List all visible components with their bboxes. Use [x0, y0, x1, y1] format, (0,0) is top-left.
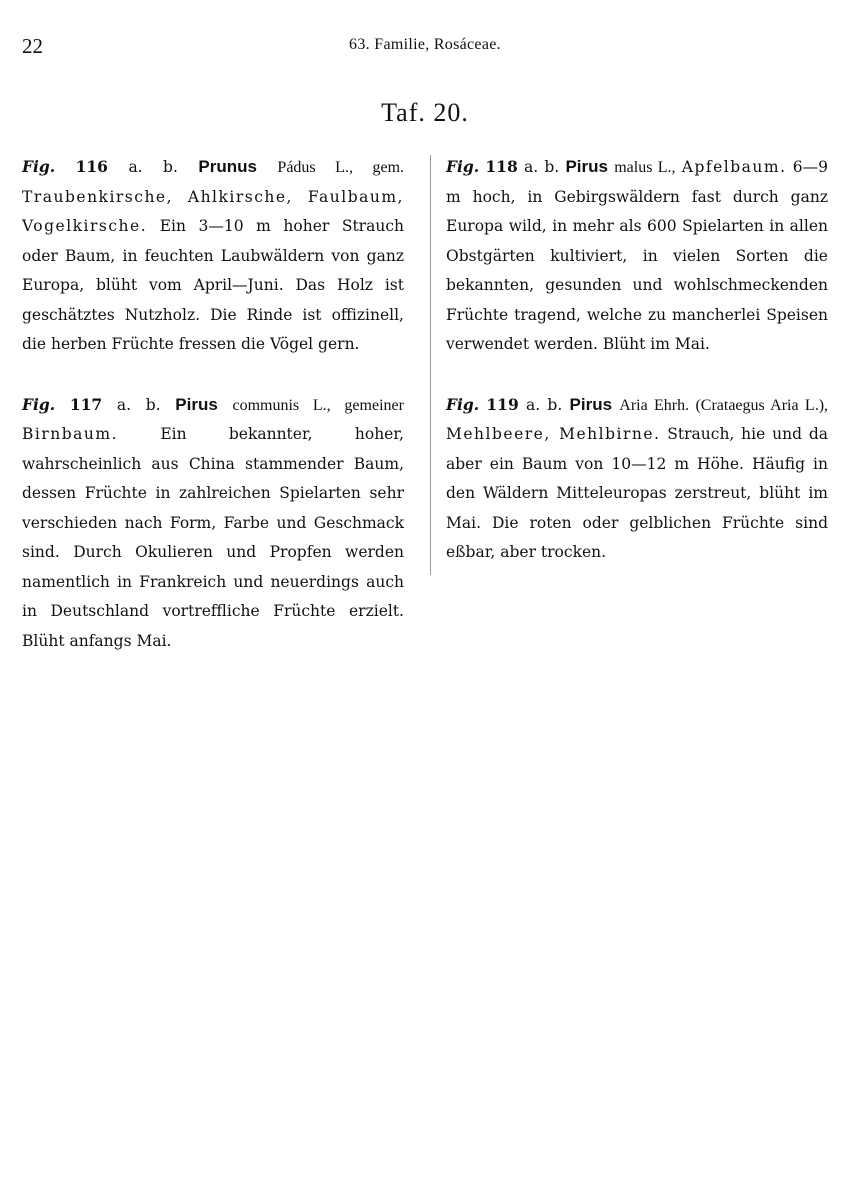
vernacular-names: Mehlbeere, Mehlbirne.	[446, 425, 661, 443]
genus-name: Pirus	[569, 394, 613, 414]
entry-fig-118	[446, 152, 828, 360]
fig-label: Fig.	[446, 394, 480, 414]
genus-name: Pirus	[565, 157, 608, 176]
right-column	[446, 152, 828, 598]
vernacular-names: Traubenkirsche, Ahlkirsche, Faulbaum, Vogelkirsche.	[22, 187, 404, 235]
running-title: 63. Familie, Rosáceae.	[349, 36, 501, 53]
page-number: 22	[22, 34, 43, 58]
entry-fig-116	[22, 152, 404, 360]
genus-name: Pirus	[175, 394, 218, 414]
fig-number: 117	[69, 394, 103, 414]
fig-number: 116	[75, 157, 108, 176]
left-column	[22, 152, 404, 686]
fig-parts: a. b.	[116, 395, 161, 414]
fig-parts: a. b.	[526, 395, 563, 414]
entry-description: Strauch, hie und da aber ein Baum von 10—12 m Höhe. Häufig in den Wäldern Mitteleuropas zerstreut, blüht im Mai. Die roten oder gelblichen Früchte sind eßbar, aber trocken.	[446, 425, 828, 561]
entry-description: 6—9 m hoch, in Gebirgswäldern fast durch ganz Europa wild, in mehr als 600 Spielarten in allen Obstgärten kultiviert, in vielen Sorten die bekannten, gesunden und wohlschmeckenden Früchte tragend, welche zu mancherlei Speisen verwendet werden. Blüht im Mai.	[446, 158, 828, 353]
fig-number: 118	[485, 157, 518, 176]
vernacular-names: Apfelbaum.	[681, 158, 787, 176]
entry-fig-117	[22, 390, 404, 657]
species-name: Pádus L., gem.	[277, 159, 405, 176]
fig-label: Fig.	[22, 157, 56, 176]
entry-description: Ein bekannter, hoher, wahrscheinlich aus China stammender Baum, dessen Früchte in zahlreichen Spielarten sehr verschieden nach Form, Farbe und Geschmack sind. Durch Okulieren und Propfen werden namentlich in Frankreich und neuerdings auch in Deutschland vortreffliche Früchte erzielt. Blüht anfangs Mai.	[22, 425, 404, 650]
species-name: malus L.,	[614, 159, 676, 176]
fig-parts: a. b.	[523, 158, 560, 176]
entry-fig-119	[446, 390, 828, 568]
fig-label: Fig.	[22, 394, 56, 414]
vernacular-names: Birnbaum.	[22, 425, 119, 443]
fig-number: 119	[486, 394, 519, 414]
species-name: communis L., gemeiner	[232, 396, 404, 414]
fig-parts: a. b.	[128, 158, 178, 176]
column-divider	[430, 155, 431, 575]
entry-description: Ein 3—10 m hoher Strauch oder Baum, in feuchten Laubwäldern von ganz Europa, blüht vom April—Juni. Das Holz ist geschätztes Nutzholz. Die Rinde ist offizinell, die herben Früchte fressen die Vögel gern.	[22, 217, 404, 353]
genus-name: Prunus	[198, 157, 257, 176]
plate-title: Taf. 20.	[381, 98, 469, 127]
fig-label: Fig.	[446, 157, 480, 176]
species-name: Aria Ehrh. (Crataegus Aria L.),	[619, 396, 829, 414]
